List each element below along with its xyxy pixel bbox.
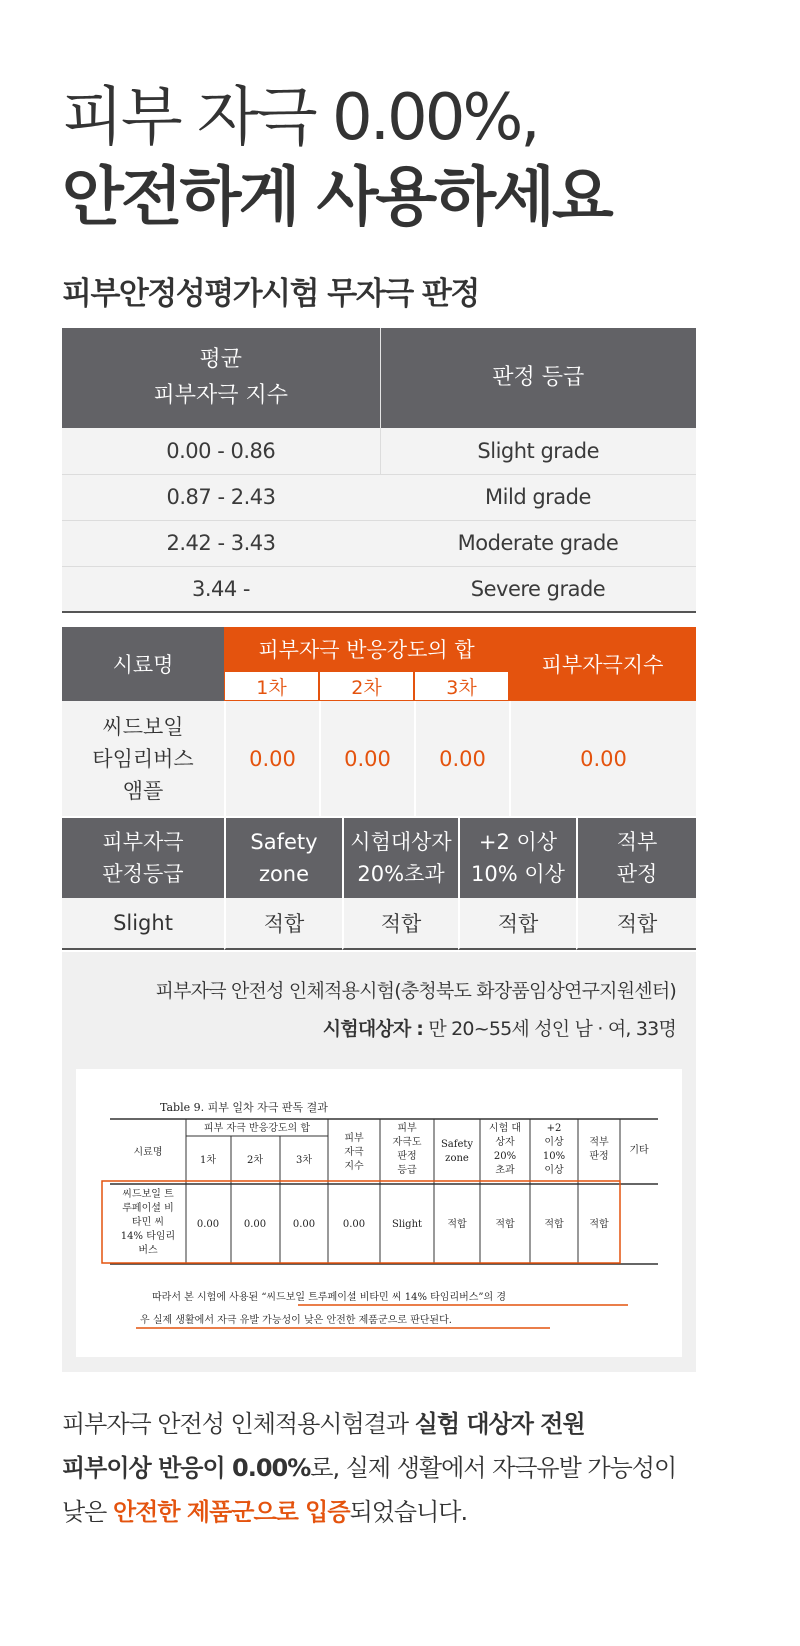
- table-row: [62, 474, 696, 520]
- judge-head-grade: [62, 818, 224, 898]
- table-row: [62, 520, 696, 566]
- scan-head-plus2: 이상: [544, 1137, 564, 1148]
- scan-head-safety: zone: [445, 1153, 469, 1164]
- scan-head-grade: 판정: [397, 1151, 417, 1162]
- scan-head-index: 자극: [344, 1147, 364, 1158]
- scan-head-r3: 3차: [295, 1155, 313, 1166]
- grade-head-index: [62, 328, 380, 428]
- test-info-subjects-label: 시험대상자 :: [322, 1018, 424, 1040]
- judge-value-grade: Slight: [62, 898, 224, 950]
- summary-text: 되었습니다.: [349, 1498, 468, 1526]
- scan-head-index: 지수: [344, 1161, 364, 1172]
- scan-head-etc: 기타: [629, 1145, 649, 1156]
- judge-value-subjects: 적합: [342, 898, 458, 950]
- grade-range: 0.87 - 2.43: [62, 474, 380, 520]
- scan-head-grade: 등급: [397, 1165, 417, 1176]
- test-info-box: [62, 952, 696, 1372]
- page-title: [62, 78, 762, 238]
- test-info-title: 피부자극 안전성 인체적용시험(충청북도 화장품임상연구지원센터): [155, 980, 676, 1002]
- judge-table: [62, 818, 696, 950]
- grade-label: Severe grade: [380, 566, 696, 612]
- scan-head-index: 피부: [344, 1133, 364, 1144]
- scanned-table-svg: [76, 1069, 682, 1357]
- grade-head-grade: 판정 등급: [380, 328, 696, 428]
- summary-paragraph: [62, 1402, 752, 1534]
- scan-head-sum: 피부 자극 반응강도의 합: [203, 1123, 311, 1134]
- judge-head-plus2: [458, 818, 576, 898]
- result-head-sum: 피부자극 반응강도의 합: [224, 627, 509, 671]
- summary-bold: 피부이상 반응이 0.00%: [62, 1454, 311, 1482]
- scan-head-sample: 시료명: [133, 1147, 163, 1158]
- summary-bold: 실험 대상자 전원: [414, 1410, 585, 1438]
- judge-head-grade-line-1: 피부자극: [102, 830, 184, 854]
- scan-head-subjects: 20%: [493, 1151, 517, 1162]
- result-table: [62, 627, 696, 816]
- scan-cell: 적합: [495, 1219, 515, 1230]
- judge-head-grade-line-2: 판정등급: [102, 862, 184, 886]
- judge-head-safety-line-1: Safety: [250, 830, 318, 854]
- grade-head-index-line-2: 피부자극 지수: [153, 383, 288, 408]
- scan-cell: 적합: [589, 1219, 609, 1230]
- grade-range: 2.42 - 3.43: [62, 520, 380, 566]
- judge-head-plus2-line-1: +2 이상: [478, 830, 558, 854]
- judge-head-subjects-line-2: 20%초과: [357, 862, 445, 886]
- scan-cell: 적합: [544, 1219, 564, 1230]
- result-value-2: 0.00: [319, 701, 414, 816]
- title-line-1: 피부 자극 0.00%,: [62, 81, 538, 155]
- result-head-round-1: 1차: [224, 671, 319, 701]
- scan-cell: 0.00: [342, 1219, 366, 1230]
- grade-label: Moderate grade: [380, 520, 696, 566]
- scan-cell: 적합: [447, 1219, 467, 1230]
- result-value-1: 0.00: [224, 701, 319, 816]
- scan-note-line-1: 따라서 본 시험에 사용된 “씨드보일 트루페이셜 비타민 씨 14% 타임리버스”의 경: [152, 1292, 507, 1303]
- table-row: [62, 701, 696, 816]
- grade-table: [62, 328, 696, 613]
- grade-label: Mild grade: [380, 474, 696, 520]
- scan-head-subjects: 시험 대: [488, 1123, 522, 1134]
- table-row: [62, 428, 696, 474]
- scan-head-r1: 1차: [199, 1155, 217, 1166]
- summary-text: 로, 실제 생활에서 자극유발 가능성이: [310, 1454, 677, 1482]
- scan-head-grade: 피부: [397, 1123, 417, 1134]
- table-row: [62, 898, 696, 950]
- judge-head-suitability-line-1: 적부: [616, 830, 658, 854]
- result-sample-name-line-1: 씨드보일: [102, 714, 184, 739]
- page-subtitle: 피부안정성평가시험 무자극 판정: [62, 276, 479, 312]
- summary-text: 낮은: [62, 1498, 113, 1526]
- scan-head-plus2: 10%: [542, 1151, 566, 1162]
- scan-sample-name: 루페이셜 비: [122, 1203, 174, 1214]
- summary-text: 피부자극 안전성 인체적용시험결과: [62, 1410, 415, 1438]
- test-info-subjects-text: 만 20~55세 성인 남 · 여, 33명: [423, 1018, 676, 1040]
- scan-sample-name: 버스: [138, 1245, 158, 1256]
- result-sample-name-line-3: 앰플: [122, 778, 164, 803]
- judge-head-safety: [224, 818, 342, 898]
- judge-value-suitability: 적합: [576, 898, 696, 950]
- result-head-index: 피부자극지수: [509, 627, 696, 701]
- scan-head-subjects: 상자: [495, 1137, 515, 1148]
- scan-cell: 0.00: [196, 1219, 220, 1230]
- summary-highlight: 안전한 제품군으로 입증: [113, 1498, 350, 1526]
- judge-value-plus2: 적합: [458, 898, 576, 950]
- scan-head-r2: 2차: [246, 1155, 264, 1166]
- judge-head-suitability-line-2: 판정: [616, 862, 658, 886]
- scan-head-suitability: 적부: [589, 1137, 609, 1148]
- judge-head-suitability: [576, 818, 696, 898]
- scan-sample-name: 14% 타임리: [120, 1231, 176, 1242]
- scanned-document-image: [76, 1069, 682, 1357]
- judge-head-subjects-line-1: 시험대상자: [350, 830, 452, 854]
- scan-cell: Slight: [391, 1219, 423, 1230]
- scan-cell: 0.00: [243, 1219, 267, 1230]
- judge-head-subjects: [342, 818, 458, 898]
- result-value-3: 0.00: [414, 701, 509, 816]
- scan-head-suitability: 판정: [589, 1151, 609, 1162]
- scan-head-safety: Safety: [440, 1139, 474, 1150]
- judge-value-safety: 적합: [224, 898, 342, 950]
- scan-head-grade: 자극도: [392, 1137, 422, 1148]
- scan-head-plus2: +2: [546, 1123, 562, 1134]
- judge-head-plus2-line-2: 10% 이상: [471, 862, 565, 886]
- scan-caption: Table 9. 피부 일차 자극 판독 결과: [160, 1101, 328, 1114]
- scan-head-subjects: 초과: [495, 1165, 515, 1176]
- scan-note-line-2: 우 실제 생활에서 자극 유발 가능성이 낮은 안전한 제품군으로 판단된다.: [140, 1315, 452, 1326]
- judge-head-safety-line-2: zone: [258, 862, 310, 886]
- grade-range: 3.44 -: [62, 566, 380, 612]
- scan-sample-name: 타민 씨: [131, 1217, 165, 1228]
- grade-head-index-line-1: 평균: [199, 347, 242, 372]
- result-index-value: 0.00: [509, 701, 696, 816]
- scan-head-plus2: 이상: [544, 1165, 564, 1176]
- test-info-subjects: [323, 1014, 676, 1041]
- result-head-round-3: 3차: [414, 671, 509, 701]
- result-sample-name-line-2: 타임리버스: [92, 746, 194, 771]
- table-row: [62, 566, 696, 612]
- result-sample-name: [62, 701, 224, 816]
- grade-range: 0.00 - 0.86: [62, 428, 380, 474]
- scan-sample-name: 씨드보일 트: [122, 1189, 174, 1200]
- grade-label: Slight grade: [380, 428, 696, 474]
- result-head-sample: 시료명: [62, 627, 224, 701]
- scan-cell: 0.00: [292, 1219, 316, 1230]
- title-line-2: 안전하게 사용하세요: [62, 161, 611, 235]
- result-head-round-2: 2차: [319, 671, 414, 701]
